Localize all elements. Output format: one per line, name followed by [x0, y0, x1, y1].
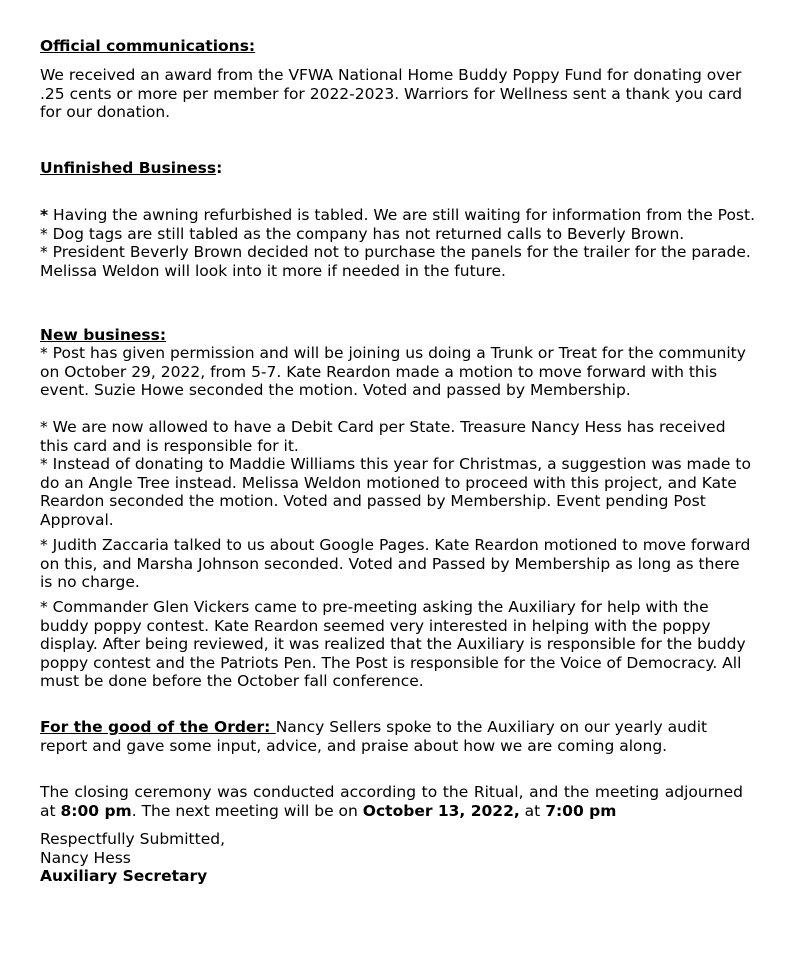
signature-name: Nancy Hess — [40, 848, 131, 867]
closing-text: . The next meeting will be on — [131, 801, 363, 820]
good-of-order-text: Nancy Sellers spoke to the Auxiliary on our yearly audit report and gave some input, advice, and praise about how we are coming along. — [40, 718, 708, 755]
signature-title-text: Auxiliary Secretary — [40, 867, 208, 885]
closing-paragraph — [40, 783, 743, 820]
unfinished-business-list — [40, 206, 756, 280]
unfinished-business-colon: : — [216, 159, 223, 177]
list-item: * We are now allowed to have a Debit Card per State. Treasure Nancy Hess has received this card and is responsible for it. — [40, 418, 726, 455]
signature-block — [40, 830, 756, 886]
list-item — [40, 206, 756, 225]
unfinished-business-title: Unfinished Business — [40, 159, 217, 177]
list-item: * Instead of donating to Maddie Williams this year for Christmas, a suggestion was made to do an Angle Tree instead. Melissa Weldon motioned to proceed with this project, and Kate Reardon seconded the motion. Voted and passed by Membership. Event pending Post Approval. — [40, 455, 751, 529]
closing-text: at — [519, 801, 546, 820]
list-item: * Commander Glen Vickers came to pre-meeting asking the Auxiliary for help with the buddy poppy contest. Kate Reardon seemed very interested in helping with the poppy display. After being reviewed, it was realized that the Auxiliary is responsible for the buddy poppy contest and the Patriots Pen. The Post is responsible for the Voice of Democracy. All must be done before the October fall conference. — [40, 598, 746, 690]
good-of-order-heading: For the good of the Order: — [40, 718, 276, 736]
list-item: * President Beverly Brown decided not to purchase the panels for the trailer for the parade. Melissa Weldon will look into it more if needed in the future. — [40, 243, 751, 280]
list-item: * Dog tags are still tabled as the company has not returned calls to Beverly Brown. — [40, 224, 685, 243]
list-item-star: * — [40, 206, 49, 224]
next-meeting-date: October 13, 2022, — [362, 801, 520, 820]
signature-closing: Respectfully Submitted, — [40, 830, 226, 848]
list-item-text: Having the awning refurbished is tabled. We are still waiting for information from the Post. — [48, 206, 756, 224]
signature-title — [40, 867, 756, 886]
closing-text: The closing ceremony was conducted according to the Ritual, and the meeting adjourned at — [40, 783, 743, 820]
next-meeting-time: 7:00 pm — [545, 801, 617, 820]
adjourn-time: 8:00 pm — [60, 801, 132, 820]
list-item: * Post has given permission and will be joining us doing a Trunk or Treat for the community on October 29, 2022, from 5-7. Kate Reardon made a motion to move forward with this event. Suzie Howe seconded the motion. Voted and passed by Membership. — [40, 344, 746, 399]
list-item: * Judith Zaccaria talked to us about Google Pages. Kate Reardon motioned to move forward on this, and Marsha Johnson seconded. Voted and Passed by Membership as long as there is no charge. — [40, 536, 751, 591]
unfinished-business-heading — [40, 159, 756, 178]
good-of-order-paragraph — [40, 718, 756, 755]
official-communications-heading: Official communications: — [40, 37, 256, 55]
official-communications-text: We received an award from the VFWA National Home Buddy Poppy Fund for donating over .25 cents or more per member for 2022-2023. Warriors for Wellness sent a thank you card for our donation. — [40, 66, 743, 121]
new-business-heading: New business: — [40, 326, 167, 344]
